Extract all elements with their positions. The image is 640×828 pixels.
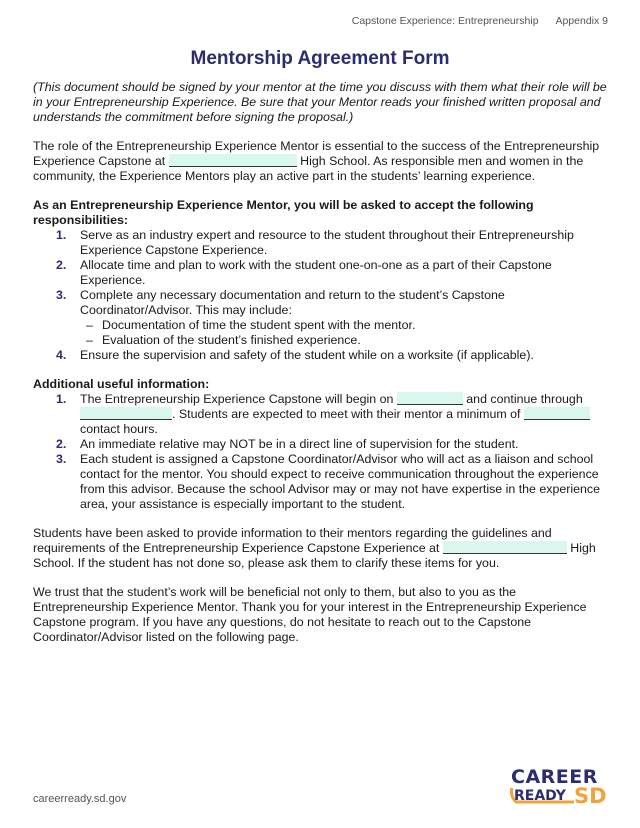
info-heading: Additional useful information: <box>33 377 210 391</box>
sublist-item: – Evaluation of the student’s finished experience. <box>86 333 361 347</box>
info-list <box>33 392 608 512</box>
sublist-item: – Documentation of time the student spent with the mentor. <box>86 318 416 332</box>
list-item: 3. Complete any necessary documentation and return to the student’s Capstone Coordinator/Advisor. This may include: – Documentation of time the student spent with the mentor. – Evaluation of the student’s finished experience. <box>33 288 608 348</box>
closing-paragraph: We trust that the student’s work will be beneficial not only to them, but also to you as the Entrepreneurship Experience Mentor. Thank you for your interest in the Entrepreneurship Experience Capstone program. If you have any questions, do not hesitate to reach out to the Capstone Coordinator/Advisor listed on the following page. <box>33 585 587 644</box>
header-appendix: Appendix 9 <box>555 15 608 27</box>
contact-hours-field[interactable] <box>524 407 590 420</box>
document-body <box>33 80 608 659</box>
logo-ready: READY <box>514 788 566 804</box>
role-text-before: The role of the Entrepreneurship Experience Mentor is essential to the success of the Entrepreneurship Experience Capstone at <box>33 139 600 168</box>
logo-sd: SD <box>574 784 607 808</box>
end-date-field[interactable] <box>80 407 172 420</box>
list-item: 2. Allocate time and plan to work with the student one-on-one as a part of their Capstone Experience. <box>56 258 552 287</box>
list-item: 2. An immediate relative may NOT be in a direct line of supervision for the student. <box>56 437 519 451</box>
footer-url: careerready.sd.gov <box>33 793 127 805</box>
responsibilities-list <box>33 228 608 363</box>
responsibilities-heading: As an Entrepreneurship Experience Mentor, you will be asked to accept the following responsibilities: <box>33 198 534 227</box>
page-header <box>352 15 608 27</box>
list-item: 1. The Entrepreneurship Experience Capstone will begin on and continue through . Students are expected to meet with their mentor a minimum of contact hours. <box>33 392 608 437</box>
school-name-field-2[interactable] <box>443 541 567 554</box>
list-item: 3. Each student is assigned a Capstone Coordinator/Advisor who will act as a liaison and school contact for the mentor. You should expect to receive communication throughout the experience from this advisor. Because the school Advisor may or may not have expertise in the experience area, your assistance is especially important to the student. <box>56 452 600 511</box>
documentation-sublist <box>80 318 608 348</box>
page-title: Mentorship Agreement Form <box>190 48 450 69</box>
role-text-after: High School. As responsible men and women in the community, the Experience Mentors play an active part in the students’ learning experience. <box>33 154 584 183</box>
header-program: Capstone Experience: Entrepreneurship <box>351 15 539 27</box>
school-name-field[interactable] <box>169 154 297 167</box>
role-paragraph <box>33 139 608 184</box>
guidelines-paragraph: Students have been asked to provide information to their mentors regarding the guidelines and requirements of the Entrepreneurship Experience Capstone Experience at High School. If the student has not done so, please ask them to clarify these items for you. <box>33 526 596 570</box>
career-ready-sd-logo <box>508 766 608 814</box>
logo-career: CAREER <box>511 766 598 788</box>
list-item: 4. Ensure the supervision and safety of the student while on a worksite (if applicable). <box>56 348 534 362</box>
start-date-field[interactable] <box>397 392 463 405</box>
list-item: 1. Serve as an industry expert and resource to the student throughout their Entrepreneurship Experience Capstone Experience. <box>56 228 574 257</box>
intro-paragraph: (This document should be signed by your mentor at the time you discuss with them what their role will be in your Entrepreneurship Experience. Be sure that your Mentor reads your finished written proposal and understands the commitment before signing the proposal.) <box>33 80 607 124</box>
